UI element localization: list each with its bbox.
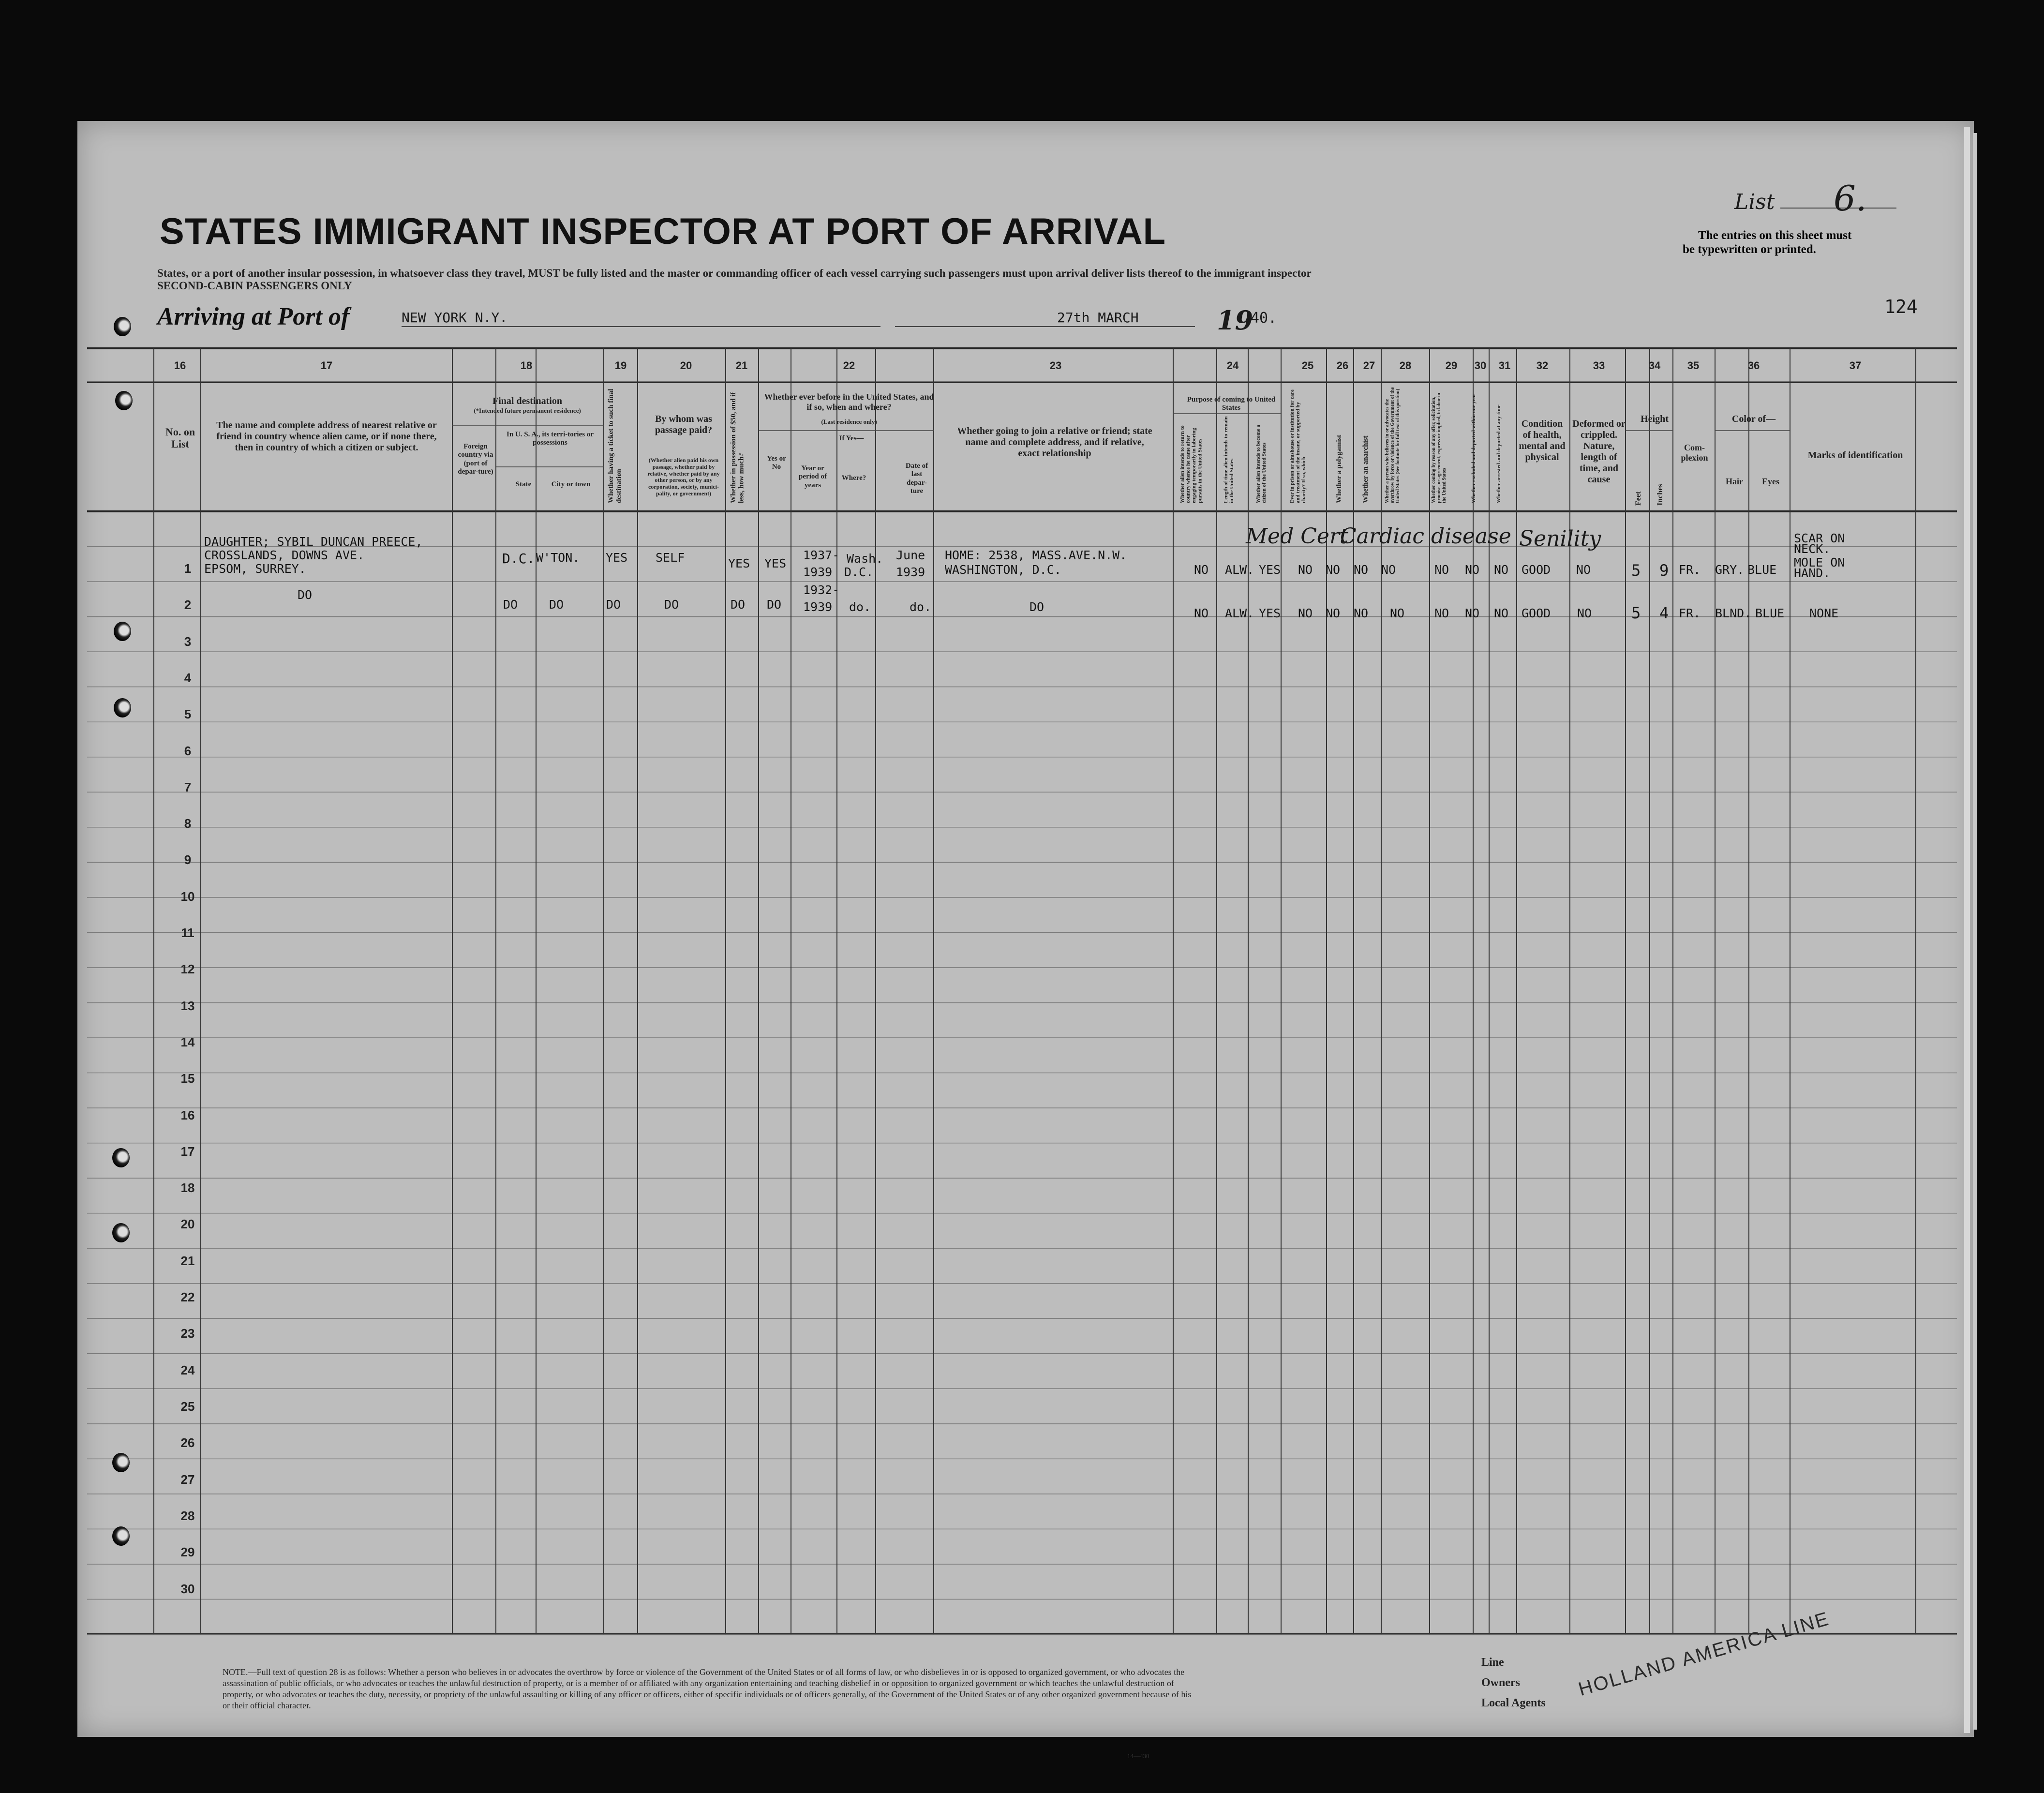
length-of-stay-value: ALW. xyxy=(1225,563,1254,577)
header-purpose-length: Length of time alien intends to remain in the United States xyxy=(1223,416,1235,503)
year-prefix: 19 xyxy=(1217,305,1253,336)
row-number: 30 xyxy=(180,1581,195,1596)
footnote-question-28: NOTE.—Full text of question 28 is as follows: Whether a person who believes in or advocates the overthrow by force or violence of the Government of the United States or of all forms of law, or who disbelieves in or is opposed to organized government, or who advocates the assassination of public officials, or who advocates or teaches the unlawful destruction of property, or is a member of or affiliated with any organization entertaining and teaching disbelief in or opposition to organized government or which teaches the unlawful destruction of property, or who advocates or teaches the duty, necessity, or propriety of the unlawful assaulting or killing of any officer or officers, either of specific individuals or of officers generally, of the Government of the United States or of any other organized government because of his or their official character. xyxy=(223,1667,1192,1711)
header-purpose-return: Whether alien intends to return to country whence he came after engaging temporarily in laboring pursuits in the United States xyxy=(1179,425,1203,503)
punch-hole xyxy=(112,1223,130,1242)
header-state: State xyxy=(515,480,532,488)
destination-city: DO xyxy=(549,598,564,612)
typed-note-line2: be typewritten or printed. xyxy=(1683,243,1816,256)
header-foreign-country: Foreign country via (port of depar-ture) xyxy=(458,443,493,476)
row-number: 29 xyxy=(180,1545,195,1560)
joining-address: HOME: 2538, MASS.AVE.N.W. xyxy=(945,548,1127,562)
height-feet-value: 5 xyxy=(1631,604,1641,622)
header-no-on-list: No. on List xyxy=(165,426,195,450)
returning-value: NO xyxy=(1194,606,1209,620)
date-value: 27th MARCH xyxy=(1057,310,1139,326)
relative-address: CROSSLANDS, DOWNS AVE. xyxy=(204,548,365,562)
hair-value: BLND. xyxy=(1715,606,1752,620)
paid-by-value: DO xyxy=(664,598,679,612)
height-inches-value: 9 xyxy=(1659,561,1669,580)
deported-value: NO xyxy=(1494,606,1509,620)
header-arrested: Whether arrested and deported at any time xyxy=(1496,404,1502,503)
header-feet: Feet xyxy=(1634,491,1642,506)
polygamist-value: NO xyxy=(1326,563,1341,577)
row-number: 12 xyxy=(180,962,195,977)
marks-value: NONE xyxy=(1809,606,1839,620)
labor-offer-value: NO xyxy=(1434,606,1449,620)
header-inches: Inches xyxy=(1656,484,1664,506)
column-number: 21 xyxy=(735,359,748,372)
form-number: 14—430 xyxy=(1127,1752,1149,1760)
column-number: 35 xyxy=(1687,359,1700,372)
row-number: 1 xyxy=(184,561,192,576)
header-purpose-citizen: Whether alien intends to become a citizen of the United States xyxy=(1255,424,1268,503)
row-number: 11 xyxy=(181,926,194,941)
complexion-value: FR. xyxy=(1679,606,1701,620)
polygamist-value: NO xyxy=(1326,606,1341,620)
page-title: STATES IMMIGRANT INSPECTOR AT PORT OF ARRIVAL xyxy=(160,211,1166,252)
punch-hole xyxy=(112,1526,130,1546)
column-number: 30 xyxy=(1474,359,1487,372)
health-value: GOOD xyxy=(1522,563,1551,577)
shipping-line-stamp: HOLLAND AMERICA LINE xyxy=(1576,1608,1832,1701)
where-value: do. xyxy=(849,600,871,614)
column-number: 20 xyxy=(680,359,692,372)
punch-hole xyxy=(114,317,131,336)
header-complexion: Com-plexion xyxy=(1681,443,1708,463)
header-prison: Ever in prison or almshouse or institution for care and treatment of the insane, or supported by charity? If so, which xyxy=(1289,389,1307,503)
before-in-us-value: DO xyxy=(767,598,782,612)
destination-state: D.C. xyxy=(502,551,535,567)
period-value: 1932- xyxy=(803,583,840,597)
row-number: 17 xyxy=(180,1144,195,1159)
joining-address: DO xyxy=(1029,600,1044,614)
punch-hole xyxy=(115,391,133,410)
column-number: 37 xyxy=(1849,359,1862,372)
header-height: Height xyxy=(1641,414,1669,424)
height-inches-value: 4 xyxy=(1659,604,1669,622)
row-number: 10 xyxy=(180,889,195,904)
citizen-intent-value: YES xyxy=(1259,563,1281,577)
header-yes-no: Yes or No xyxy=(767,455,786,471)
year-suffix: 40. xyxy=(1251,310,1277,327)
row-number: 3 xyxy=(184,634,192,649)
row-number: 8 xyxy=(184,816,192,831)
column-number: 31 xyxy=(1498,359,1511,372)
header-final-destination: Final destination xyxy=(492,396,562,406)
punch-hole xyxy=(112,1148,130,1167)
column-number: 18 xyxy=(520,359,533,372)
local-agents-label: Local Agents xyxy=(1481,1697,1546,1709)
relative-address: DO xyxy=(298,588,313,602)
column-number: 36 xyxy=(1747,359,1760,372)
punch-hole xyxy=(114,698,131,717)
paid-by-value: SELF xyxy=(656,551,685,565)
class-label: SECOND-CABIN PASSENGERS ONLY xyxy=(157,280,352,292)
header-deformed: Deformed or crippled. Nature, length of time, and cause xyxy=(1572,418,1626,485)
header-health: Condition of health, mental and physical xyxy=(1519,418,1566,463)
row-number: 16 xyxy=(180,1107,195,1122)
row-number: 15 xyxy=(180,1071,195,1086)
column-number: 24 xyxy=(1226,359,1239,372)
destination-city: W'TON. xyxy=(536,551,580,565)
prison-value: NO xyxy=(1298,563,1313,577)
complexion-value: FR. xyxy=(1679,563,1701,577)
handwritten-annotation: Senility xyxy=(1519,526,1601,551)
row-number: 13 xyxy=(180,998,195,1013)
page-number: 124 xyxy=(1884,296,1918,317)
excluded-value: NO xyxy=(1465,606,1480,620)
handwritten-annotation: Cardiac disease xyxy=(1340,524,1511,549)
returning-value: NO xyxy=(1194,563,1209,577)
header-relative: The name and complete address of nearest relative or friend in country whence alien came, or if none there, then in country of which a citizen or subject. xyxy=(216,420,437,453)
marks-value: SCAR ON xyxy=(1794,531,1845,545)
overthrow-value: NO xyxy=(1381,563,1396,577)
row-number: 20 xyxy=(180,1217,195,1232)
header-ticket: Whether having a ticket to such final destination xyxy=(607,388,623,503)
row-number: 2 xyxy=(184,598,192,613)
where-value: Wash. xyxy=(847,552,883,566)
prison-value: NO xyxy=(1298,606,1313,620)
row-number: 27 xyxy=(180,1472,195,1487)
column-number: 26 xyxy=(1336,359,1349,372)
header-period: Year or period of years xyxy=(799,464,827,489)
header-city: City or town xyxy=(551,480,591,488)
row-number: 28 xyxy=(180,1508,195,1523)
relative-address: DAUGHTER; SYBIL DUNCAN PREECE, xyxy=(204,535,423,549)
labor-offer-value: NO xyxy=(1434,563,1449,577)
destination-state: DO xyxy=(503,598,518,612)
row-number: 14 xyxy=(180,1034,195,1049)
header-fifty-dollars: Whether in possession of $50, and if less, how much? xyxy=(730,392,746,503)
column-number: 22 xyxy=(843,359,855,372)
deported-value: NO xyxy=(1494,563,1509,577)
has-fifty-value: DO xyxy=(731,598,746,612)
column-number: 16 xyxy=(174,359,186,372)
anarchist-value: NO xyxy=(1354,606,1369,620)
column-number: 34 xyxy=(1648,359,1661,372)
header-where: Where? xyxy=(841,474,866,482)
column-number: 23 xyxy=(1049,359,1062,372)
departure-value: 1939 xyxy=(896,565,925,579)
period-value: 1937- xyxy=(803,548,840,562)
eyes-value: BLUE xyxy=(1755,606,1785,620)
row-number: 22 xyxy=(180,1290,195,1305)
overthrow-value: NO xyxy=(1390,606,1405,620)
row-number: 5 xyxy=(184,707,192,722)
marks-value: MOLE ON xyxy=(1794,555,1845,569)
period-value: 1939 xyxy=(803,565,833,579)
column-number: 28 xyxy=(1399,359,1412,372)
period-value: 1939 xyxy=(803,600,833,614)
marks-value: NECK. xyxy=(1794,542,1831,556)
citizen-intent-value: YES xyxy=(1259,606,1281,620)
typed-note-line1: The entries on this sheet must xyxy=(1698,229,1852,242)
column-number: 17 xyxy=(320,359,333,372)
deformed-value: NO xyxy=(1576,563,1591,577)
header-purpose: Purpose of coming to United States xyxy=(1187,396,1276,412)
header-polygamist: Whether a polygamist xyxy=(1335,434,1343,503)
column-number: 29 xyxy=(1445,359,1458,372)
header-anarchist: Whether an anarchist xyxy=(1362,435,1370,503)
excluded-value: NO xyxy=(1465,563,1480,577)
ticket-value: DO xyxy=(606,598,621,612)
height-feet-value: 5 xyxy=(1631,561,1641,580)
anarchist-value: NO xyxy=(1354,563,1369,577)
header-eyes: Eyes xyxy=(1762,477,1779,486)
header-passage-paid: By whom was passage paid? xyxy=(655,414,713,435)
header-departure: Date of last depar-ture xyxy=(905,462,928,495)
before-in-us-value: YES xyxy=(764,556,787,570)
instructions-text: States, or a port of another insular possession, in whatsoever class they travel, MUST be fully listed and the master or commanding officer of each vessel carrying such passengers must upon arrival deliver lists thereof to the immigrant inspector xyxy=(157,267,1312,279)
deformed-value: NO xyxy=(1577,606,1592,620)
row-number: 23 xyxy=(180,1326,195,1341)
handwritten-annotation: Med Cert xyxy=(1246,524,1348,549)
list-label: List xyxy=(1734,190,1775,214)
port-value: NEW YORK N.Y. xyxy=(402,310,508,326)
header-overthrow: Whether a person who believes in or advocates the overthrow by force or violence of the Government of the United States (See footnote for full text of this question) xyxy=(1385,387,1401,503)
punch-hole xyxy=(114,622,131,641)
row-number: 24 xyxy=(180,1362,195,1377)
header-final-destination-sub: (*Intended future permanent residence) xyxy=(474,407,581,414)
row-number: 9 xyxy=(184,852,192,867)
header-last-residence: (Last residence only) xyxy=(821,418,877,425)
joining-address: WASHINGTON, D.C. xyxy=(945,563,1061,577)
eyes-value: BLUE xyxy=(1747,563,1777,577)
header-in-usa: In U. S. A., its terri-tories or possessions xyxy=(507,431,594,447)
row-number: 25 xyxy=(180,1399,195,1414)
header-color: Color of— xyxy=(1731,414,1776,424)
header-if-yes: If Yes— xyxy=(839,434,864,442)
departure-value: June xyxy=(896,548,925,562)
header-ever-before: Whether ever before in the United States, and if so, when and where? xyxy=(764,392,934,412)
where-value: D.C. xyxy=(844,565,874,579)
hair-value: GRY. xyxy=(1715,563,1745,577)
line-label: Line xyxy=(1481,1656,1504,1669)
has-fifty-value: YES xyxy=(728,556,750,570)
column-number: 27 xyxy=(1363,359,1375,372)
length-of-stay-value: ALW. xyxy=(1225,606,1254,620)
column-number: 19 xyxy=(614,359,627,372)
row-number: 18 xyxy=(180,1180,195,1195)
header-going-to-join: Whether going to join a relative or friend; state name and complete address, and if relative, exact relationship xyxy=(957,426,1152,459)
arriving-label: Arriving at Port of xyxy=(157,303,350,330)
row-number: 6 xyxy=(184,743,192,758)
column-number: 25 xyxy=(1301,359,1314,372)
list-number: 6. xyxy=(1834,178,1867,219)
header-passage-paid-sub: (Whether alien paid his own passage, whether paid by relative, whether paid by any other person, or by any corporation, society, munici-pality, or government) xyxy=(647,457,720,497)
relative-address: EPSOM, SURREY. xyxy=(204,562,306,576)
departure-value: do. xyxy=(910,600,932,614)
column-number: 32 xyxy=(1536,359,1549,372)
punch-hole xyxy=(112,1453,130,1472)
ticket-value: YES xyxy=(606,551,628,565)
column-number: 33 xyxy=(1593,359,1605,372)
row-number: 26 xyxy=(180,1435,195,1450)
health-value: GOOD xyxy=(1522,606,1551,620)
header-hair: Hair xyxy=(1726,477,1743,486)
header-labor-offer: Whether coming by reason of any offer, solicitation, promise, or agreement, express or implied, to labor in the United States xyxy=(1431,392,1447,503)
row-number: 21 xyxy=(180,1253,195,1268)
row-number: 7 xyxy=(184,779,192,794)
header-marks: Marks of identification xyxy=(1807,450,1903,461)
owners-label: Owners xyxy=(1481,1676,1520,1689)
header-excluded: Whether excluded and deported within one year xyxy=(1471,393,1477,503)
marks-value: HAND. xyxy=(1794,566,1831,580)
row-number: 4 xyxy=(184,670,192,685)
